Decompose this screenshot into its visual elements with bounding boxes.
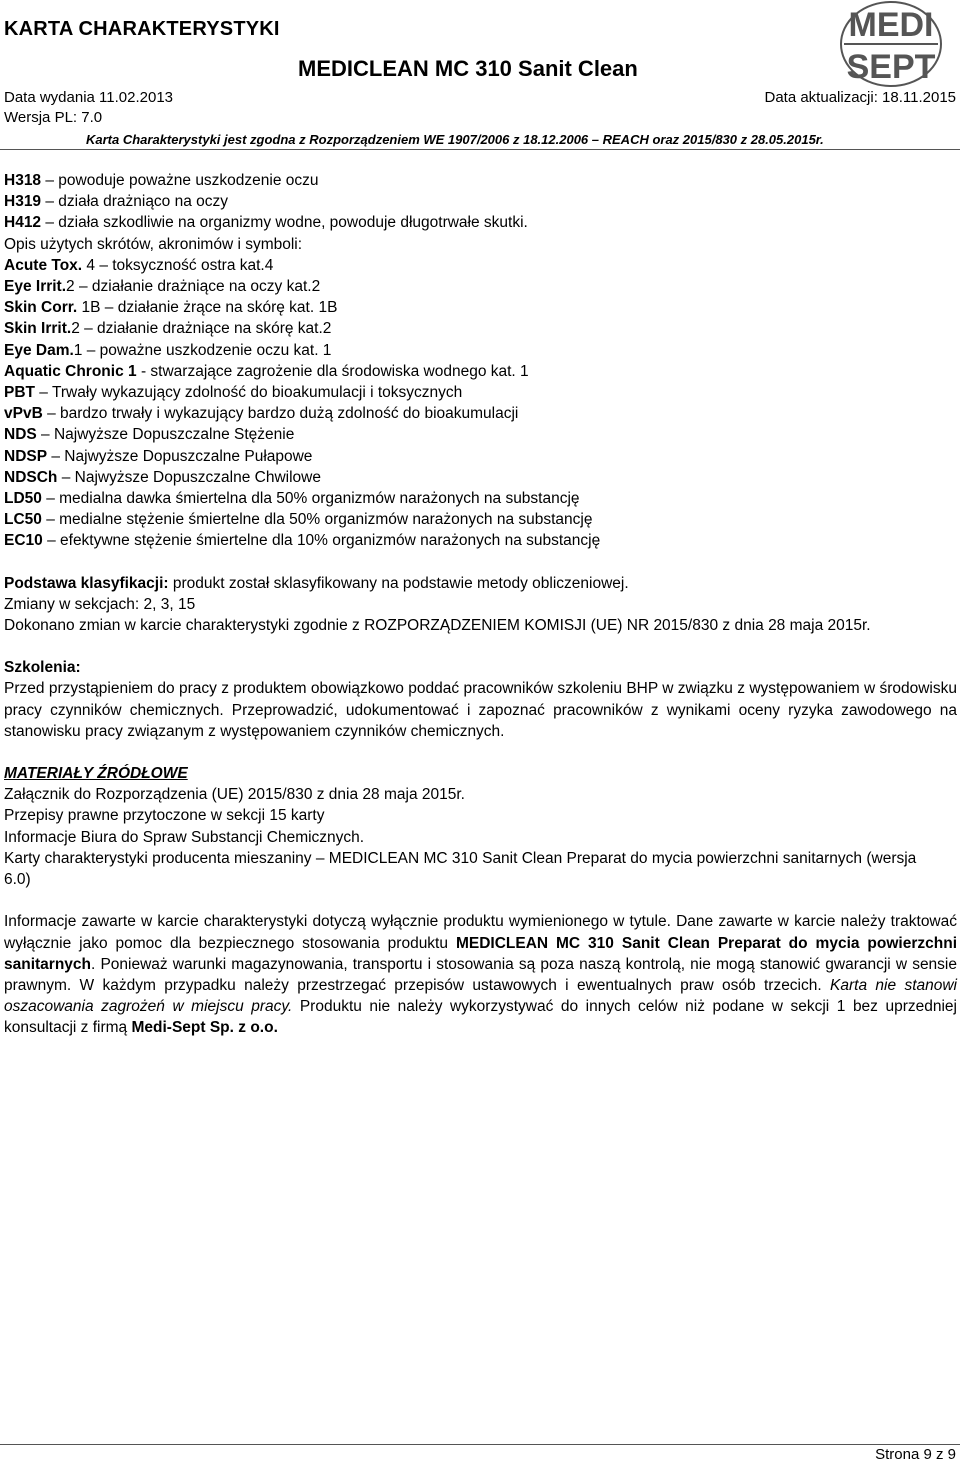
disclaimer: Informacje zawarte w karcie charakterystyki dotyczą wyłącznie produktu wymienionego w tytule. Dane zawarte w karcie należy traktować wyłącznie jako pomoc dla bezpiecznego stosowania produktu MEDICLEAN MC 310 Sanit Clean Preparat do mycia powierzchni sanitarnych. Ponieważ warunki magazynowania, transportu i stosowania są poza naszą kontrolą, nie mogą stanowić gwarancji w sensie prawnym. W każdym przypadku należy przestrzegać przepisów ustawowych i ewentualnych praw osób trzecich. Karta nie stanowi oszacowania zagrożeń w miejscu pracy. Produktu nie należy wykorzystywać do innych celów niż podane w sekcji 1 bez uprzedniej konsultacji z firmą Medi-Sept Sp. z o.o.	[4, 913, 957, 1037]
regulation-note: Karta Charakterystyki jest zgodna z Rozporządzeniem WE 1907/2006 z 18.12.2006 – REACH oraz 2015/830 z 28.05.2015r.	[86, 132, 824, 147]
abbreviation-line: LC50 – medialne stężenie śmiertelne dla 50% organizmów narażonych na substancję	[4, 511, 593, 529]
abbreviation-line: Aquatic Chronic 1 - stwarzające zagrożenie dla środowiska wodnego kat. 1	[4, 362, 529, 380]
page-number: Strona 9 z 9	[875, 1446, 956, 1463]
abbreviation-line: Skin Corr. 1B – działanie żrące na skórę kat. 1B	[4, 299, 338, 317]
medisept-logo	[836, 0, 946, 87]
logo-top-text: MEDI	[848, 6, 934, 44]
training-text: Przed przystąpieniem do pracy z produktem obowiązkowo poddać pracowników szkoleniu BHP w związku z występowaniem w środowisku pracy czynników chemicznych. Przeprowadzić, udokumentować i zapoznać pracowników z wynikami oceny ryzyka zawodowego na stanowisku pracy związanym z występowaniem czynników chemicznych.	[4, 680, 957, 740]
hazard-line: H412 – działa szkodliwie na organizmy wodne, powoduje długotrwałe skutki.	[4, 214, 528, 232]
abbreviation-line: Eye Irrit.2 – działanie drażniące na oczy kat.2	[4, 278, 321, 296]
product-name: MEDICLEAN MC 310 Sanit Clean	[298, 56, 638, 81]
classification-basis: Podstawa klasyfikacji: produkt został sklasyfikowany na podstawie metody obliczeniowej.	[4, 574, 629, 592]
abbreviations-title: Opis użytych skrótów, akronimów i symboli:	[4, 235, 303, 253]
source-item: Przepisy prawne przytoczone w sekcji 15 karty	[4, 807, 325, 825]
header-divider	[0, 149, 960, 150]
doc-title: KARTA CHARAKTERYSTYKI	[4, 18, 280, 40]
logo-bottom-text: SEPT	[846, 48, 936, 86]
update-date: Data aktualizacji: 18.11.2015	[764, 89, 956, 106]
abbreviation-line: Skin Irrit.2 – działanie drażniące na skórę kat.2	[4, 320, 332, 338]
amendment-note: Dokonano zmian w karcie charakterystyki zgodnie z ROZPORZĄDZENIEM KOMISJI (UE) NR 2015/830 z dnia 28 maja 2015r.	[4, 617, 871, 635]
hazard-line: H319 – działa drażniąco na oczy	[4, 193, 229, 211]
footer-divider	[0, 1444, 960, 1445]
training-title: Szkolenia:	[4, 659, 81, 677]
hazard-line: H318 – powoduje poważne uszkodzenie oczu	[4, 172, 319, 189]
abbreviation-line: NDS – Najwyższe Dopuszczalne Stężenie	[4, 426, 295, 444]
sources-title: MATERIAŁY ŹRÓDŁOWE	[4, 765, 188, 783]
abbreviation-line: EC10 – efektywne stężenie śmiertelne dla 10% organizmów narażonych na substancję	[4, 532, 601, 550]
abbreviation-line: vPvB – bardzo trwały i wykazujący bardzo dużą zdolność do bioakumulacji	[4, 405, 519, 423]
abbreviation-line: PBT – Trwały wykazujący zdolność do bioakumulacji i toksycznych	[4, 384, 463, 402]
source-item: Załącznik do Rozporządzenia (UE) 2015/830 z dnia 28 maja 2015r.	[4, 786, 465, 804]
abbreviation-line: NDSP – Najwyższe Dopuszczalne Pułapowe	[4, 447, 313, 465]
abbreviation-line: Acute Tox. 4 – toksyczność ostra kat.4	[4, 256, 274, 274]
abbreviation-line: LD50 – medialna dawka śmiertelna dla 50% organizmów narażonych na substancję	[4, 490, 580, 508]
abbreviation-line: Eye Dam.1 – poważne uszkodzenie oczu kat. 1	[4, 341, 332, 359]
document-body	[4, 170, 957, 1039]
abbreviation-line: NDSCh – Najwyższe Dopuszczalne Chwilowe	[4, 468, 321, 486]
source-item: Informacje Biura do Spraw Substancji Chemicznych.	[4, 828, 365, 846]
changed-sections: Zmiany w sekcjach: 2, 3, 15	[4, 595, 196, 613]
issue-date: Data wydania 11.02.2013	[4, 89, 174, 106]
source-item: Karty charakterystyki producenta mieszaniny – MEDICLEAN MC 310 Sanit Clean Preparat do mycia powierzchni sanitarnych (wersja 6.0)	[4, 849, 917, 889]
version: Wersja PL: 7.0	[4, 109, 103, 126]
